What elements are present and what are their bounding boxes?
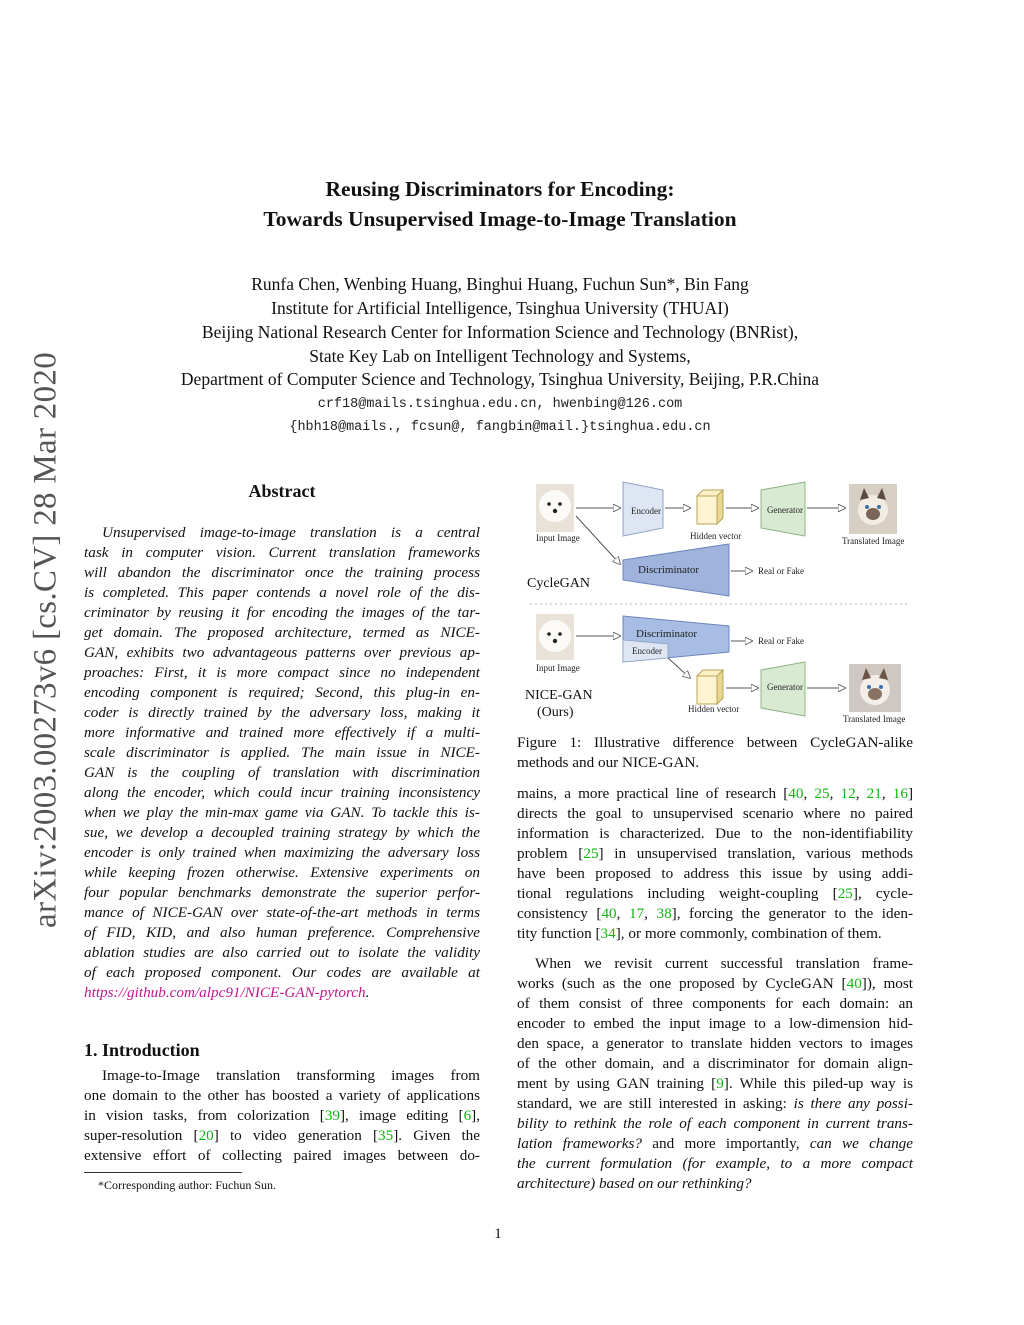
caption-line: Figure 1: Illustrative difference between CycleGAN-alike (517, 734, 913, 751)
fig-discriminator-label: Discriminator (638, 564, 700, 576)
abstract-line: ablation studies are also carried out to isolate the validity (84, 944, 480, 961)
body-line: standard, we are still interested in asking: is there any possi- (517, 1095, 913, 1112)
abstract-line: coder is directly trained by the adversary loss, making it (84, 704, 480, 721)
citation[interactable]: 38 (656, 905, 672, 922)
intro-line: in vision tasks, from colorization [39], image editing [6], (84, 1107, 481, 1124)
affiliation-1: Institute for Artificial Intelligence, Tsinghua University (THUAI) (271, 298, 729, 318)
citation[interactable]: 16 (892, 785, 908, 802)
fig-encoder-label-2: Encoder (632, 646, 662, 656)
abstract-line: encoding component is required; Second, this plug-in en- (84, 684, 480, 701)
body-line: mains, a more practical line of research [40, 25, 12, 21, 16] (517, 785, 914, 802)
intro-line: extensive effort of collecting paired images between do- (84, 1147, 480, 1164)
body-line: directs the goal to unsupervised scenario where no paired (517, 805, 913, 822)
fig-hidden-vector-label: Hidden vector (690, 531, 742, 541)
fig-translated-image-label: Translated Image (842, 536, 905, 546)
abstract-line: of each proposed component. Our codes are available at (84, 964, 480, 981)
affiliation-2: Beijing National Research Center for Information Science and Technology (BNRist), (201, 322, 799, 342)
abstract-body (84, 523, 480, 1003)
intro-paragraph-2 (517, 954, 913, 1194)
abstract-line: proaches: First, it is more compact since no independent (84, 664, 480, 681)
citation[interactable]: 20 (198, 1127, 214, 1144)
fig-nicegan-label: NICE-GAN (525, 688, 593, 703)
body-line: consistency [40, 17, 38], forcing the generator to the iden- (517, 905, 914, 922)
translated-cat-photo-2 (849, 664, 901, 712)
fig-encoder-label: Encoder (631, 506, 661, 516)
abstract-line: Unsupervised image-to-image translation is a central (102, 524, 480, 541)
citation[interactable]: 17 (628, 905, 645, 922)
intro-line: one domain to the other has boosted a variety of applications (84, 1087, 480, 1104)
abstract-line: along the encoder, which could incur training inconsistency (84, 784, 480, 801)
citation[interactable]: 34 (600, 925, 616, 942)
body-line: have been proposed to address this issue by using addi- (517, 865, 913, 882)
hidden-vector-cube-1 (697, 490, 723, 524)
body-line: encoder to embed the input image to a low-dimension hid- (517, 1015, 913, 1032)
abstract-line: scale discriminator is applied. The main issue in NICE- (84, 744, 480, 761)
fig-real-or-fake-label: Real or Fake (758, 566, 804, 576)
fig-hidden-vector-label-2: Hidden vector (688, 704, 740, 714)
paper-title-line2: Towards Unsupervised Image-to-Image Translation (263, 207, 737, 231)
abstract-line: mance of NICE-GAN over state-of-the-art methods in terms (84, 904, 480, 921)
abstract-line: is completed. This paper contends a novel role of the dis- (84, 584, 480, 601)
fig-translated-image-label-2: Translated Image (843, 714, 906, 724)
code-link[interactable]: https://github.com/alpc91/NICE-GAN-pytorch (84, 984, 366, 1001)
intro-continued (517, 784, 913, 944)
abstract-line: GAN, exhibits two advantageous patterns over previous ap- (84, 644, 480, 661)
footnote-rule (84, 1172, 242, 1173)
citation[interactable]: 9 (716, 1075, 724, 1092)
body-line: When we revisit current successful translation frame- (535, 955, 913, 972)
figure-1 (520, 476, 915, 731)
intro-line: Image-to-Image translation transforming images from (102, 1067, 480, 1084)
fig-cyclegan-label: CycleGAN (527, 576, 590, 591)
citation[interactable]: 40 (601, 905, 617, 922)
author-list: Runfa Chen, Wenbing Huang, Binghui Huang, Fuchun Sun*, Bin Fang (251, 274, 749, 294)
page-number: 1 (494, 1226, 502, 1242)
body-line: information is characterized. Due to the non-identifiability (517, 825, 913, 842)
paper-title-line1: Reusing Discriminators for Encoding: (325, 177, 675, 201)
intro-heading: 1. Introduction (84, 1040, 200, 1060)
fig-ours-label: (Ours) (537, 705, 574, 720)
caption-line: methods and our NICE-GAN. (517, 754, 700, 771)
abstract-line: encoder is only trained when maximizing the adversary loss (84, 844, 480, 861)
body-line: problem [25] in unsupervised translation, various methods (517, 845, 913, 862)
emails-line2: {hbh18@mails., fcsun@, fangbin@mail.}tsinghua.edu.cn (289, 420, 711, 435)
body-line: ment by using GAN training [9]. While this piled-up way is (517, 1075, 913, 1092)
abstract-line: more informative and trained more effectively if a multi- (84, 724, 480, 741)
input-dog-photo-2 (536, 614, 574, 660)
emails-line1: crf18@mails.tsinghua.edu.cn, hwenbing@126.com (317, 397, 683, 412)
fig-input-image-label-2: Input Image (536, 663, 580, 673)
arxiv-id: arXiv:2003.00273v6 [cs.CV] 28 Mar 2020 (27, 352, 64, 928)
citation[interactable]: 39 (324, 1107, 340, 1124)
affiliation-4: Department of Computer Science and Technology, Tsinghua University, Beijing, P.R.China (180, 369, 820, 389)
body-line: tional regulations including weight-coupling [25], cycle- (517, 885, 914, 902)
abstract-line: four popular benchmarks demonstrate the superior perfor- (84, 884, 480, 901)
affiliation-3: State Key Lab on Intelligent Technology and Systems, (309, 346, 691, 366)
citation[interactable]: 40 (846, 975, 862, 992)
abstract-heading: Abstract (248, 481, 316, 501)
body-line: of the other domain, and a discriminator for domain align- (517, 1055, 913, 1072)
fig-input-image-label: Input Image (536, 533, 580, 543)
abstract-line: when we play the min-max game via GAN. To tackle this is- (84, 804, 480, 821)
citation[interactable]: 21 (866, 785, 882, 802)
citation[interactable]: 25 (814, 785, 830, 802)
fig-discriminator-label-2: Discriminator (636, 628, 698, 640)
abstract-line: of FID, KID, and also human preference. Comprehensive (84, 924, 480, 941)
citation[interactable]: 12 (840, 785, 856, 802)
abstract-line: while keeping frozen otherwise. Extensive experiments on (84, 864, 480, 881)
fig-generator-label-2: Generator (767, 682, 803, 692)
abstract-line: task in computer vision. Current translation frameworks (84, 544, 480, 561)
body-line: tity function [34], or more commonly, combination of them. (517, 925, 882, 942)
body-line: den space, a generator to translate hidden vectors to images (517, 1035, 913, 1052)
intro-line: super-resolution [20] to video generation [35]. Given the (84, 1127, 480, 1144)
citation[interactable]: 25 (837, 885, 853, 902)
body-line: architecture) based on our rethinking? (517, 1175, 752, 1192)
figure-caption (517, 733, 913, 773)
citation[interactable]: 6 (463, 1107, 472, 1124)
body-line: bility to rethink the role of each component in current trans- (517, 1115, 913, 1132)
fig-real-or-fake-label-2: Real or Fake (758, 636, 804, 646)
abstract-line: sue, we develop a decoupled training strategy by which the (84, 824, 480, 841)
citation[interactable]: 35 (378, 1127, 394, 1144)
citation[interactable]: 40 (788, 785, 804, 802)
abstract-line: get domain. The proposed architecture, termed as NICE- (84, 624, 480, 641)
abstract-line: GAN is the coupling of translation with discrimination (84, 764, 480, 781)
body-line: of them consist of three components for each domain: an (517, 995, 913, 1012)
citation[interactable]: 25 (583, 845, 599, 862)
fig-generator-label: Generator (767, 505, 803, 515)
intro-body (84, 1066, 480, 1166)
hidden-vector-cube-2 (697, 670, 723, 704)
body-line: lation frameworks? and more importantly, can we change (517, 1135, 914, 1152)
body-line: works (such as the one proposed by CycleGAN [40]), most (517, 975, 914, 992)
abstract-line: will abandon the discriminator once the training process (84, 564, 480, 581)
translated-cat-photo-1 (849, 484, 897, 534)
abstract-link-line: https://github.com/alpc91/NICE-GAN-pytorch. (84, 984, 370, 1001)
footnote: *Corresponding author: Fuchun Sun. (98, 1178, 276, 1192)
input-dog-photo-1 (536, 484, 574, 532)
body-line: the current formulation (for example, to a more compact (517, 1155, 913, 1172)
abstract-line: criminator by reusing it for encoding the images of the tar- (84, 604, 480, 621)
